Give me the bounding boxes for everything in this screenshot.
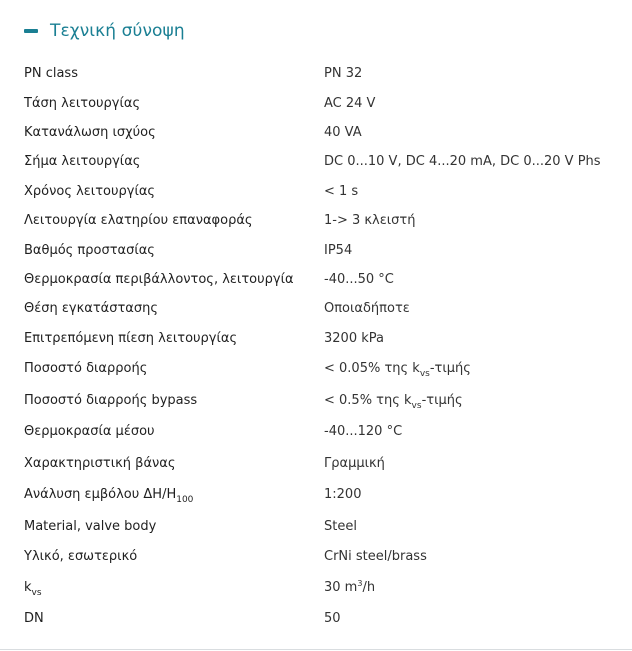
spec-label: Ποσοστό διαρροής bypass bbox=[24, 392, 198, 408]
spec-value: IP54 bbox=[324, 242, 353, 258]
spec-row-medium-temperature bbox=[24, 416, 614, 448]
spec-value: 50 bbox=[324, 611, 341, 627]
spec-value: Γραμμική bbox=[324, 455, 385, 471]
spec-row-permissible-pressure bbox=[24, 324, 614, 353]
spec-value: 1-> 3 κλειστή bbox=[324, 213, 416, 229]
spec-value-text: -τιμής bbox=[421, 392, 463, 408]
spec-value-subscript: vs bbox=[419, 369, 430, 380]
spec-value: AC 24 V bbox=[324, 95, 376, 111]
spec-label: Θερμοκρασία περιβάλλοντος, λειτουργία bbox=[24, 271, 294, 287]
spec-label: Χρόνος λειτουργίας bbox=[24, 183, 156, 199]
spec-row-spring-return bbox=[24, 206, 614, 235]
spec-row-internal-material bbox=[24, 542, 614, 571]
spec-value: -40...50 °C bbox=[324, 271, 394, 287]
spec-value bbox=[324, 580, 375, 595]
spec-label bbox=[24, 487, 324, 506]
spec-row-valve-body-material bbox=[24, 510, 614, 542]
spec-row-bypass-leakage-rate bbox=[24, 384, 614, 416]
spec-value: 1:200 bbox=[324, 487, 362, 503]
spec-table bbox=[24, 59, 614, 634]
spec-value bbox=[324, 392, 463, 411]
spec-value: Οποιαδήποτε bbox=[324, 301, 410, 317]
spec-label: Βαθμός προστασίας bbox=[24, 242, 155, 258]
spec-label: Σήμα λειτουργίας bbox=[24, 154, 141, 170]
spec-label: Χαρακτηριστική βάνας bbox=[24, 455, 176, 471]
spec-row-operating-time bbox=[24, 177, 614, 206]
spec-label: Υλικό, εσωτερικό bbox=[24, 549, 138, 565]
spec-value: Steel bbox=[324, 518, 357, 534]
spec-value-text: -τιμής bbox=[429, 361, 471, 377]
spec-label: Λειτουργία ελατηρίου επαναφοράς bbox=[24, 213, 253, 229]
spec-label: Material, valve body bbox=[24, 518, 157, 534]
spec-label-text: Ανάλυση εμβόλου ΔΗ/Η bbox=[24, 487, 177, 503]
spec-row-ambient-temperature bbox=[24, 265, 614, 294]
spec-row-protection-class bbox=[24, 235, 614, 264]
spec-row-pn-class bbox=[24, 59, 614, 88]
spec-label-text: k bbox=[24, 579, 32, 595]
spec-value: < 1 s bbox=[324, 183, 359, 199]
spec-value bbox=[324, 361, 471, 380]
spec-value: PN 32 bbox=[324, 66, 363, 82]
spec-row-dn bbox=[24, 603, 614, 635]
spec-value-text: < 0.05% της k bbox=[324, 361, 420, 377]
spec-row-leakage-rate bbox=[24, 353, 614, 385]
spec-row-valve-characteristic bbox=[24, 447, 614, 479]
spec-value: 3200 kPa bbox=[324, 330, 384, 346]
collapse-minus-icon[interactable] bbox=[24, 29, 38, 33]
spec-row-power-consumption bbox=[24, 118, 614, 147]
spec-label: Ποσοστό διαρροής bbox=[24, 361, 148, 377]
spec-value-text: /h bbox=[362, 579, 376, 595]
spec-label bbox=[24, 579, 324, 598]
section-header-technical-summary[interactable] bbox=[24, 16, 185, 46]
spec-row-operating-signal bbox=[24, 147, 614, 176]
spec-value: CrNi steel/brass bbox=[324, 549, 427, 565]
section-title: Τεχνική σύνοψη bbox=[50, 21, 185, 41]
spec-row-mounting-position bbox=[24, 294, 614, 323]
spec-value: 40 VA bbox=[324, 124, 362, 140]
spec-row-kvs bbox=[24, 571, 614, 603]
spec-value-subscript: vs bbox=[411, 400, 422, 411]
spec-value-text: 30 m bbox=[324, 579, 358, 595]
spec-label: Επιτρεπόμενη πίεση λειτουργίας bbox=[24, 330, 238, 346]
spec-label: DN bbox=[24, 611, 44, 627]
spec-row-stroke-resolution bbox=[24, 479, 614, 511]
spec-row-operating-voltage bbox=[24, 88, 614, 117]
spec-value-superscript: 3 bbox=[357, 578, 363, 588]
spec-label-subscript: vs bbox=[31, 587, 42, 598]
section-divider bbox=[0, 649, 632, 650]
spec-value: DC 0...10 V, DC 4...20 mA, DC 0...20 V Phs bbox=[324, 154, 601, 170]
spec-label: Κατανάλωση ισχύος bbox=[24, 124, 156, 140]
spec-label: PN class bbox=[24, 66, 78, 82]
spec-label: Τάση λειτουργίας bbox=[24, 95, 141, 111]
spec-label: Θέση εγκατάστασης bbox=[24, 301, 158, 317]
spec-value: -40...120 °C bbox=[324, 424, 403, 440]
spec-value-text: < 0.5% της k bbox=[324, 392, 412, 408]
spec-label: Θερμοκρασία μέσου bbox=[24, 424, 155, 440]
spec-label-subscript: 100 bbox=[176, 495, 194, 506]
